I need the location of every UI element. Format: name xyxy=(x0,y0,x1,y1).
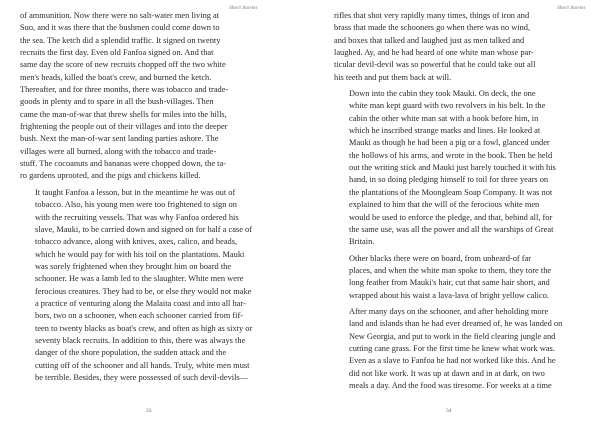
text-line: schooner. He was a lamb led to the slaughter. White men were xyxy=(35,274,244,284)
paragraph xyxy=(334,306,596,392)
text-line: Mauki as though he had been a pig or a fowl, glanced under xyxy=(349,138,550,148)
text-line: goods in plenty and to spare in all the bush-villages. Then xyxy=(20,97,214,107)
text-line: Britain. xyxy=(349,237,375,247)
text-line: was sorely frightened when they brought him on board the xyxy=(35,261,232,271)
text-line: and boxes that talked and laughed just as men talked and xyxy=(334,35,525,45)
text-line: recruits the first day. Even old Fanfoa signed on. And that xyxy=(20,48,214,58)
text-line: ro gardens uprooted, and the pigs and chickens killed. xyxy=(20,171,201,181)
text-line: his teeth and put them back at will. xyxy=(334,72,452,82)
text-line: the plantations of the Moongleam Soap Company. It was not xyxy=(349,187,553,197)
text-line: laughed. Ay, and he had heard of one white man whose par- xyxy=(334,48,534,58)
text-line: Down into the cabin they took Mauki. On deck, the one xyxy=(349,89,536,99)
text-line: teen to twenty blacks as boat's crew, and often as high as sixty or xyxy=(35,323,253,333)
text-line: It taught Fanfoa a lesson, but in the meantime he was out of xyxy=(35,187,236,197)
text-line: Other blacks there were on board, from unheard-of far xyxy=(349,253,532,263)
text-line: ticular devil-devil was so powerful that he could take out all xyxy=(334,60,536,70)
text-line: New Georgia, and put to work in the field clearing jungle and xyxy=(349,331,556,341)
text-line: bush. Next the man-of-war sent landing parties ashore. The xyxy=(20,134,219,144)
text-line: meals a day. And the food was tiresome. For weeks at a time xyxy=(349,380,552,390)
text-line: cutting off of the schooner and all hands. Truly, white men must xyxy=(35,360,250,370)
text-line: slave, Mauki, to be carried down and signed on for half a case of xyxy=(35,224,252,234)
text-line: land and islands than he had ever dreamed of, he was landed on xyxy=(349,319,563,329)
text-block xyxy=(334,10,596,392)
text-line: seventy black recruits. In addition to this, there was always the xyxy=(35,335,246,345)
text-line: rifles that shot very rapidly many times, things of iron and xyxy=(334,11,530,20)
text-line: would be used to enforce the pledge, and that, behind all, for xyxy=(349,212,553,222)
text-line: which he inscribed strange marks and lines. He looked at xyxy=(349,126,541,136)
page-number: 34 xyxy=(446,408,452,414)
text-line: danger of the shore population, the sudden attack and the xyxy=(35,348,227,358)
text-line: which he would pay for with his toil on the plantations. Mauki xyxy=(35,249,245,259)
text-line: bors, two on a schooner, when each schooner carried from fif- xyxy=(35,311,244,321)
text-line: Even as a slave to Fanfoa he had not worked like this. And he xyxy=(349,356,556,366)
text-line: the sea. The ketch did a splendid traffic. It signed on twenty xyxy=(20,35,221,45)
paragraph xyxy=(334,10,596,84)
text-line: frightening the people out of their villages and into the deeper xyxy=(20,122,228,132)
paragraph xyxy=(20,10,282,183)
text-line: out the writing stick and Mauki just barely touched it with his xyxy=(349,163,556,173)
text-line: Thereafter, and for three months, there was tobacco and trade- xyxy=(20,85,229,95)
text-line: After many days on the schooner, and after beholding more xyxy=(349,306,549,316)
text-line: hand, in so doing pledging himself to toil for three years on xyxy=(349,175,549,185)
text-line: tobacco. Also, his young men were too frightened to sign on xyxy=(35,200,237,210)
text-line: tobacco advance, along with knives, axes, calico, and beads, xyxy=(35,237,238,247)
text-line: cutting cane grass. For the first time he knew what work was. xyxy=(349,343,555,353)
text-line: with the recruiting vessels. That was why Fanfoa ordered his xyxy=(35,212,239,222)
text-line: a practice of venturing along the Malaita coast and into all har- xyxy=(35,298,246,308)
paragraph xyxy=(334,253,596,302)
text-line: be terrible. Besides, they were possessed of such devil-devils— xyxy=(35,372,249,382)
text-line: villages were all burned, along with the tobacco and trade- xyxy=(20,146,217,156)
text-line: men's heads, killed the boat's crew, and burned the ketch. xyxy=(20,72,212,82)
text-line: the hollows of his arms, and wrote in the book. Then he held xyxy=(349,150,553,160)
text-block xyxy=(20,10,282,384)
text-line: explained to him that the will of the ferocious white men xyxy=(349,200,540,210)
paragraph xyxy=(334,88,596,248)
paragraph xyxy=(20,187,282,385)
text-line: white man kept guard with two revolvers in his belt. In the xyxy=(349,101,546,111)
text-line: same day the score of new recruits chopped off the two white xyxy=(20,60,226,70)
text-line: the same use, was all the power and all the warships of Great xyxy=(349,224,554,234)
text-line: wrapped about his waist a lava-lava of bright yellow calico. xyxy=(349,290,550,300)
text-line: Suo, and it was there that the bushmen could come down to xyxy=(20,23,220,33)
text-line: cabin the other white man sat with a book before him, in xyxy=(349,113,539,123)
text-line: long feather from Mauki's hair, cut that same hair short, and xyxy=(349,278,550,288)
page-number: 33 xyxy=(146,408,152,414)
right-page xyxy=(300,0,600,424)
running-head: Short Stories xyxy=(557,5,586,11)
text-line: of ammunition. Now there were no salt-water men living at xyxy=(20,11,220,20)
running-head: Short Stories xyxy=(229,5,258,11)
text-line: ferocious creatures. They had to be, or else they would not make xyxy=(35,286,252,296)
text-line: came the man-of-war that threw shells for miles into the hills, xyxy=(20,109,227,119)
text-line: places, and when the white man spoke to them, they tore the xyxy=(349,265,552,275)
text-line: stuff. The cocoanuts and bananas were chopped down, the ta- xyxy=(20,159,226,169)
text-line: brass that made the schooners go when there was no wind, xyxy=(334,23,531,33)
text-line: did not like work. It was up at dawn and in at dark, on two xyxy=(349,368,545,378)
